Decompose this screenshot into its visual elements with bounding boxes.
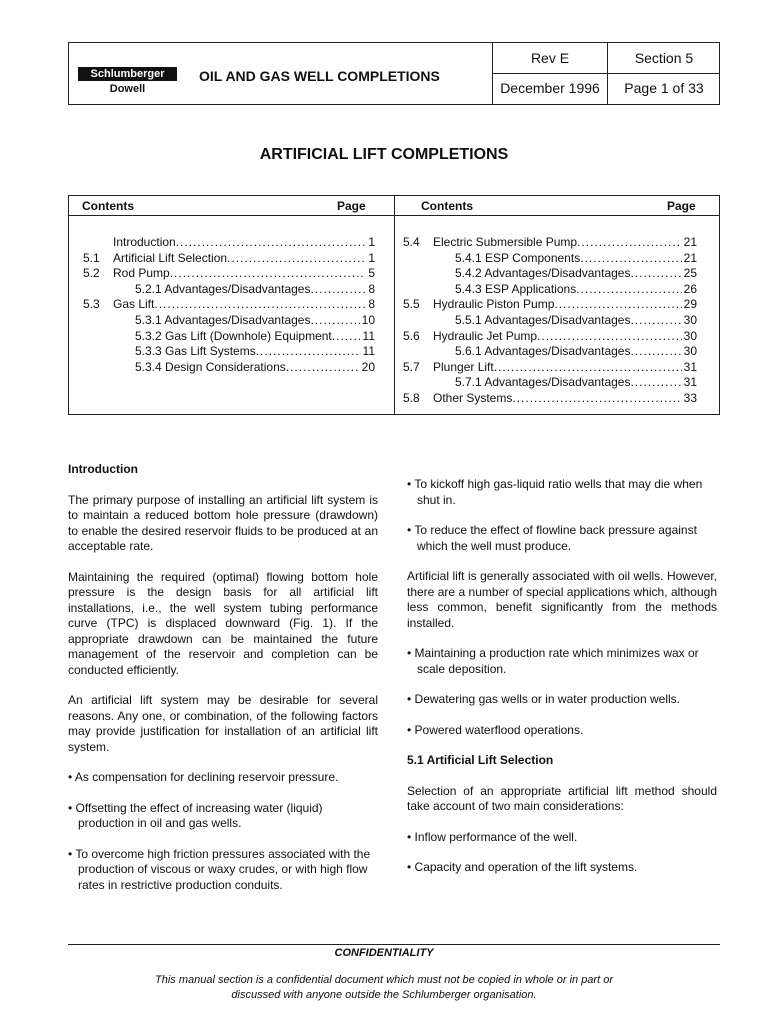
toc-entry [83, 313, 375, 328]
toc-entry [403, 375, 697, 390]
toc-entry-page: 31 [683, 375, 697, 390]
toc-entry-page: 1 [368, 235, 375, 249]
toc-entry [403, 282, 697, 297]
toc-entry-title: 5.3.3 Gas Lift Systems [135, 344, 256, 359]
section-heading: 5.1 Artificial Lift Selection [407, 753, 554, 767]
toc-entry-page: 21 [683, 250, 697, 265]
toc-left-heading: Contents [82, 199, 134, 213]
paragraph: Selection of an appropriate artificial lift method should take account of two main considerations: [407, 783, 717, 813]
toc-entry-page: 8 [368, 281, 375, 296]
toc-leader-dots [630, 344, 681, 359]
toc-entry [403, 360, 697, 375]
paragraph: Artificial lift is generally associated with oil wells. However, there are a number of special applications which, although less common, benefit significantly from the methods installed. [407, 569, 717, 630]
toc-entry-title: 5.2.1 Advantages/Disadvantages [135, 281, 311, 296]
toc-entry [403, 251, 697, 266]
bullet-item: • As compensation for declining reservoir pressure. [68, 770, 339, 784]
toc-header-divider [69, 215, 719, 216]
body-left-column [68, 462, 378, 908]
bullet-item: • Powered waterflood operations. [407, 722, 584, 737]
paragraph: The primary purpose of installing an artificial lift system is to maintain a reduced bottom hole pressure (drawdown) to enable the desired reservoir fluids to be produced at an acceptable rate. [68, 492, 378, 553]
bullet-item: • Maintaining a production rate which minimizes wax or scale deposition. [407, 646, 699, 676]
toc-entry-number: 5.2 [83, 266, 100, 281]
toc-entry-title: Hydraulic Piston Pump [433, 297, 555, 312]
toc-entry-page: 29 [683, 297, 697, 312]
toc-leader-dots [154, 297, 366, 312]
toc-column-divider [394, 196, 395, 414]
company-logo [69, 43, 187, 104]
toc-leader-dots [630, 313, 681, 328]
toc-leader-dots [256, 344, 361, 359]
toc-leader-dots [580, 251, 681, 266]
toc-entry-page: 1 [368, 250, 375, 265]
toc-entry-number: 5.4 [403, 235, 420, 249]
toc-entry-title: Gas Lift [113, 297, 155, 312]
toc-entry-page: 30 [683, 313, 697, 327]
toc-entry-number: 5.8 [403, 391, 420, 405]
body-right-column [407, 477, 717, 891]
bullet-item: • Inflow performance of the well. [407, 829, 578, 844]
toc-leader-dots [537, 329, 682, 344]
toc-leader-dots [630, 266, 681, 281]
toc-entry-page: 21 [683, 235, 697, 249]
table-of-contents [68, 195, 720, 415]
toc-leader-dots [576, 282, 681, 297]
toc-entry-title: 5.3.2 Gas Lift (Downhole) Equipment [135, 328, 332, 343]
page-number-label: Page 1 of 33 [607, 73, 720, 104]
toc-entry-page: 25 [683, 266, 697, 281]
toc-entry-page: 26 [683, 281, 697, 296]
logo-subtitle: Dowell [109, 83, 146, 95]
introduction-heading: Introduction [68, 462, 138, 476]
toc-entry [83, 251, 375, 266]
bullet-item: • To overcome high friction pressures associated with the production of viscous or waxy crudes, or with high flow rates in restrictive production conduits. [68, 846, 371, 892]
toc-leader-dots [227, 251, 366, 266]
toc-entry-title: 5.4.3 ESP Applications [455, 281, 577, 296]
revision-label: Rev E [492, 43, 607, 73]
footer-note-line: This manual section is a confidential document which must not be copied in whole or in part or [155, 974, 613, 986]
toc-entry-number: 5.7 [403, 359, 420, 374]
toc-entry [83, 297, 375, 312]
toc-entry-title: Other Systems [433, 391, 513, 405]
toc-right-page-heading: Page [667, 199, 696, 213]
toc-entry [83, 235, 375, 250]
toc-entry [83, 344, 375, 359]
bullet-item: • To reduce the effect of flowline back pressure against which the well must produce. [407, 523, 697, 553]
toc-left-page-heading: Page [337, 199, 366, 213]
bullet-item: • To kickoff high gas-liquid ratio wells that may die when shut in. [407, 477, 703, 507]
toc-entry [403, 391, 697, 406]
footer-note [0, 973, 768, 1003]
toc-entry [403, 313, 697, 328]
toc-entry [403, 297, 697, 312]
toc-entry-title: Hydraulic Jet Pump [433, 328, 538, 343]
toc-entry-number: 5.1 [83, 250, 100, 265]
toc-entry-page: 11 [362, 328, 375, 343]
toc-entry-title: 5.3.4 Design Considerations [135, 359, 286, 374]
toc-entry [403, 329, 697, 344]
bullet-item: • Capacity and operation of the lift systems. [407, 860, 638, 874]
toc-entry-page: 30 [683, 328, 697, 343]
page-title: ARTIFICIAL LIFT COMPLETIONS [259, 146, 509, 163]
toc-leader-dots [310, 282, 366, 297]
document-header [68, 42, 720, 105]
toc-entry-page: 30 [683, 344, 697, 359]
footer-rule [68, 944, 720, 945]
toc-right-heading: Contents [421, 199, 473, 213]
toc-entry-title: Electric Submersible Pump [433, 235, 578, 249]
toc-leader-dots [577, 235, 682, 250]
toc-leader-dots [630, 375, 681, 390]
toc-entry-title: 5.3.1 Advantages/Disadvantages [135, 313, 311, 327]
toc-leader-dots [332, 329, 361, 344]
paragraph: Maintaining the required (optimal) flowing bottom hole pressure is the design basis for all artificial lift installations, i.e., the well system tubing performance curve (TPC) is displaced downward (Fig. 1). If the appropriate drawdown can be maintained the future management of the reservoir and completion can be conducted efficiently. [68, 569, 378, 677]
toc-entry-title: Rod Pump [113, 266, 170, 281]
toc-entry-title: Artificial Lift Selection [113, 250, 228, 265]
logo-wordmark: Schlumberger [78, 67, 177, 81]
toc-entry-page: 5 [368, 266, 375, 281]
toc-entry [83, 266, 375, 281]
footer-note-line: discussed with anyone outside the Schlumberger organisation. [231, 989, 537, 1001]
toc-entry-number: 5.6 [403, 328, 420, 343]
toc-leader-dots [310, 313, 359, 328]
bullet-item: • Dewatering gas wells or in water production wells. [407, 692, 680, 706]
paragraph: An artificial lift system may be desirable for several reasons. Any one, or combination, of the following factors may provide justification for installation of an artificial lift system. [68, 693, 378, 754]
header-divider [492, 73, 720, 74]
toc-leader-dots [286, 360, 360, 375]
toc-entry-title: 5.5.1 Advantages/Disadvantages [455, 313, 631, 327]
toc-leader-dots [512, 391, 681, 406]
footer-title: CONFIDENTIALITY [334, 947, 434, 959]
toc-entry-page: 8 [368, 297, 375, 312]
toc-entry-title: 5.4.2 Advantages/Disadvantages [455, 266, 631, 281]
toc-entry-title: 5.7.1 Advantages/Disadvantages [455, 375, 631, 390]
toc-entry [403, 344, 697, 359]
toc-entry-page: 20 [361, 359, 375, 374]
toc-entry [403, 235, 697, 250]
section-label: Section 5 [607, 43, 720, 73]
toc-entry-number: 5.5 [403, 297, 420, 312]
toc-entry [403, 266, 697, 281]
toc-entry-page: 33 [683, 391, 697, 405]
toc-entry-page: 10 [361, 313, 375, 327]
toc-entry [83, 282, 375, 297]
toc-entry-title: 5.6.1 Advantages/Disadvantages [455, 344, 631, 359]
toc-entry-title: Introduction [113, 235, 176, 249]
toc-leader-dots [170, 266, 367, 281]
bullet-item: • Offsetting the effect of increasing water (liquid) production in oil and gas wells. [68, 800, 323, 830]
document-title: OIL AND GAS WELL COMPLETIONS [199, 68, 440, 84]
toc-entry [83, 360, 375, 375]
toc-entry-page: 11 [362, 344, 375, 359]
toc-leader-dots [176, 235, 367, 250]
toc-entry-number: 5.3 [83, 297, 100, 312]
toc-entry-title: 5.4.1 ESP Components [455, 250, 581, 265]
date-label: December 1996 [492, 73, 607, 104]
toc-entry [83, 329, 375, 344]
toc-leader-dots [494, 360, 682, 375]
toc-entry-page: 31 [683, 359, 697, 374]
toc-leader-dots [554, 297, 681, 312]
toc-entry-title: Plunger Lift [433, 359, 494, 374]
